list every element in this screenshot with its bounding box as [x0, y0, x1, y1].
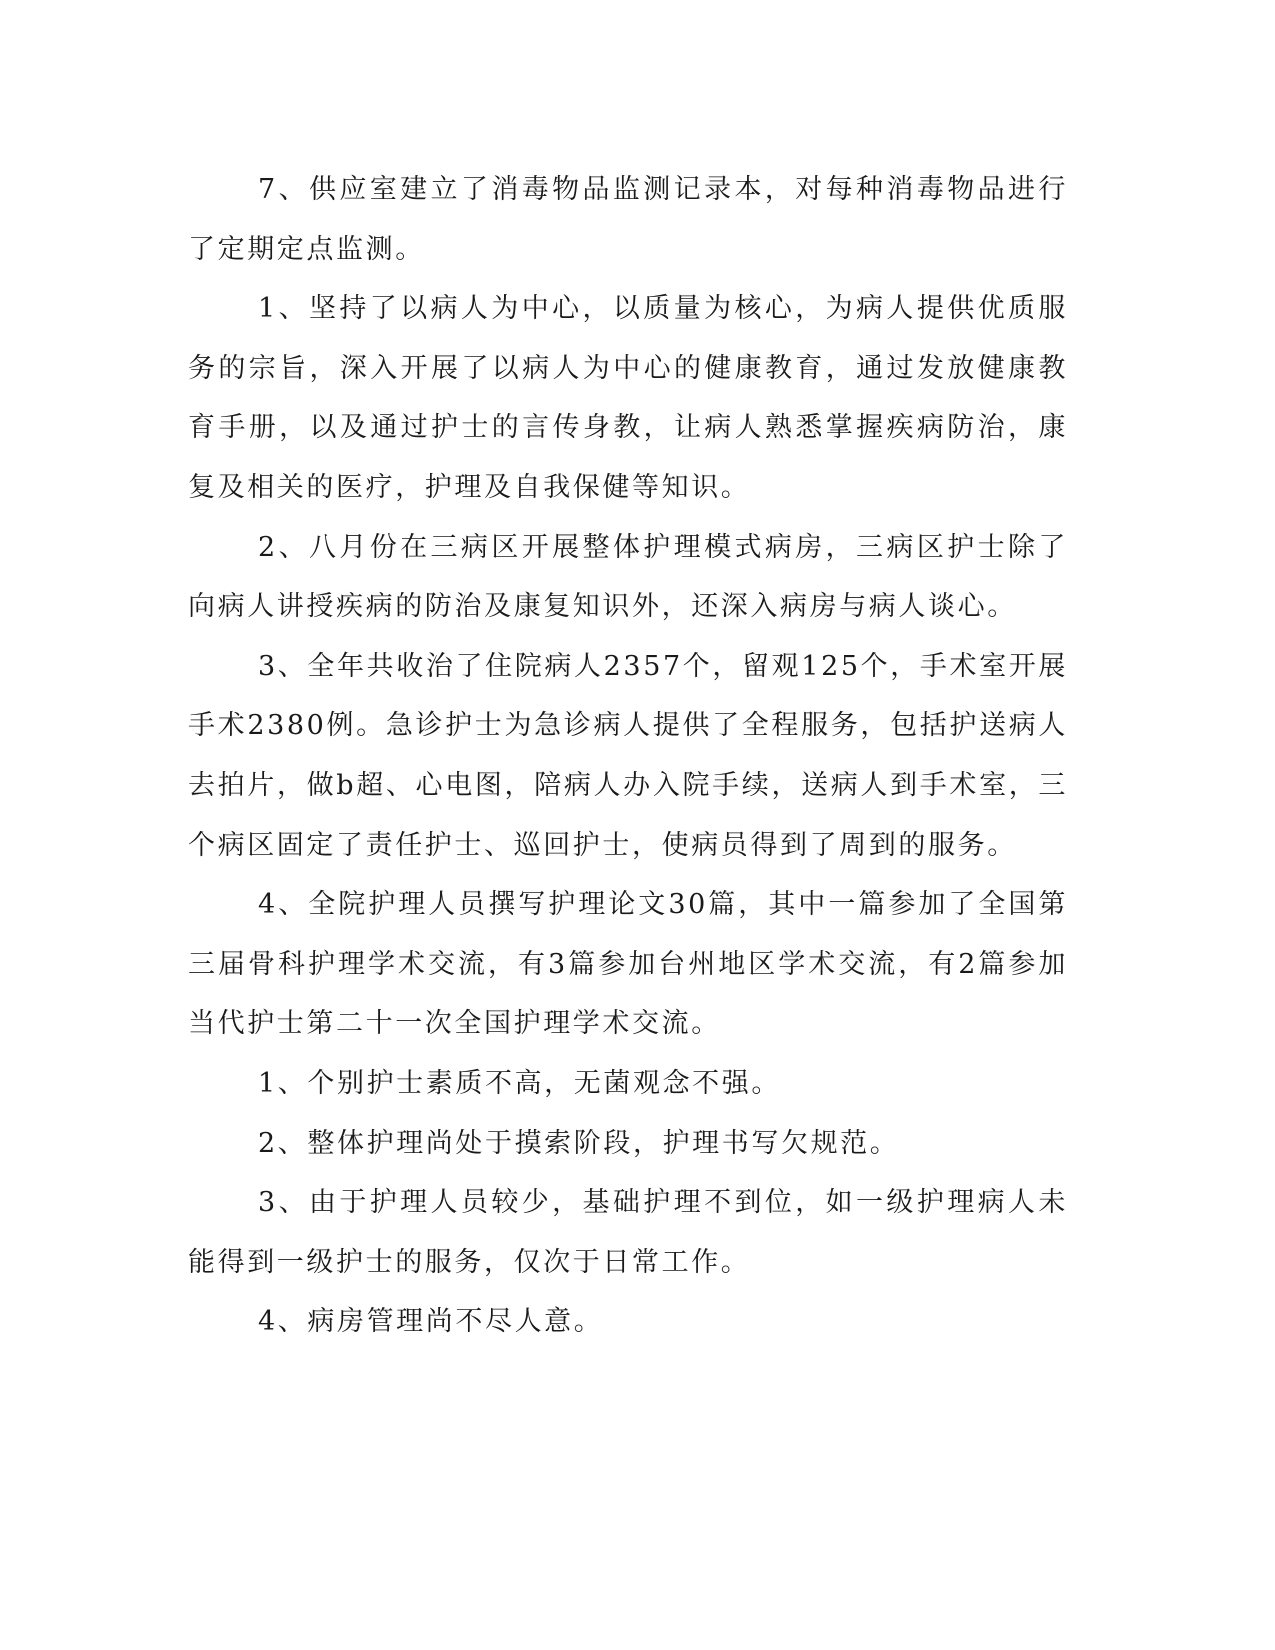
- paragraph-disinfection-monitoring: 7、供应室建立了消毒物品监测记录本，对每种消毒物品进行了定期定点监测。: [188, 174, 1068, 265]
- paragraph-issue-documentation: 2、整体护理尚处于摸索阶段，护理书写欠规范。: [258, 1127, 900, 1159]
- paragraph-issue-staffing: 3、由于护理人员较少，基础护理不到位，如一级护理病人未能得到一级护士的服务，仅次于日常工作。: [188, 1187, 1068, 1278]
- paragraph-holistic-nursing-ward: 2、八月份在三病区开展整体护理模式病房，三病区护士除了向病人讲授疾病的防治及康复知识外，还深入病房与病人谈心。: [188, 531, 1068, 623]
- paragraph-nursing-papers: 4、全院护理人员撰写护理论文30篇，其中一篇参加了全国第三届骨科护理学术交流，有3篇参加台州地区学术交流，有2篇参加当代护士第二十一次全国护理学术交流。: [188, 889, 1068, 1040]
- paragraph-issue-ward-management: 4、病房管理尚不尽人意。: [258, 1306, 604, 1338]
- paragraph-annual-statistics: 3、全年共收治了住院病人2357个，留观125个，手术室开展手术2380例。急诊护士为急诊病人提供了全程服务，包括护送病人去拍片，做b超、心电图，陪病人办入院手续，送病人到手术室，三个病区固定了责任护士、巡回护士，使病员得到了周到的服务。: [188, 650, 1068, 861]
- document-body: [188, 160, 1068, 1352]
- paragraph-patient-centered-care: 1、坚持了以病人为中心，以质量为核心，为病人提供优质服务的宗旨，深入开展了以病人为中心的健康教育，通过发放健康教育手册，以及通过护士的言传身教，让病人熟悉掌握疾病防治，康复及相关的医疗，护理及自我保健等知识。: [188, 293, 1068, 503]
- paragraph-issue-staff-quality: 1、个别护士素质不高，无菌观念不强。: [258, 1067, 781, 1099]
